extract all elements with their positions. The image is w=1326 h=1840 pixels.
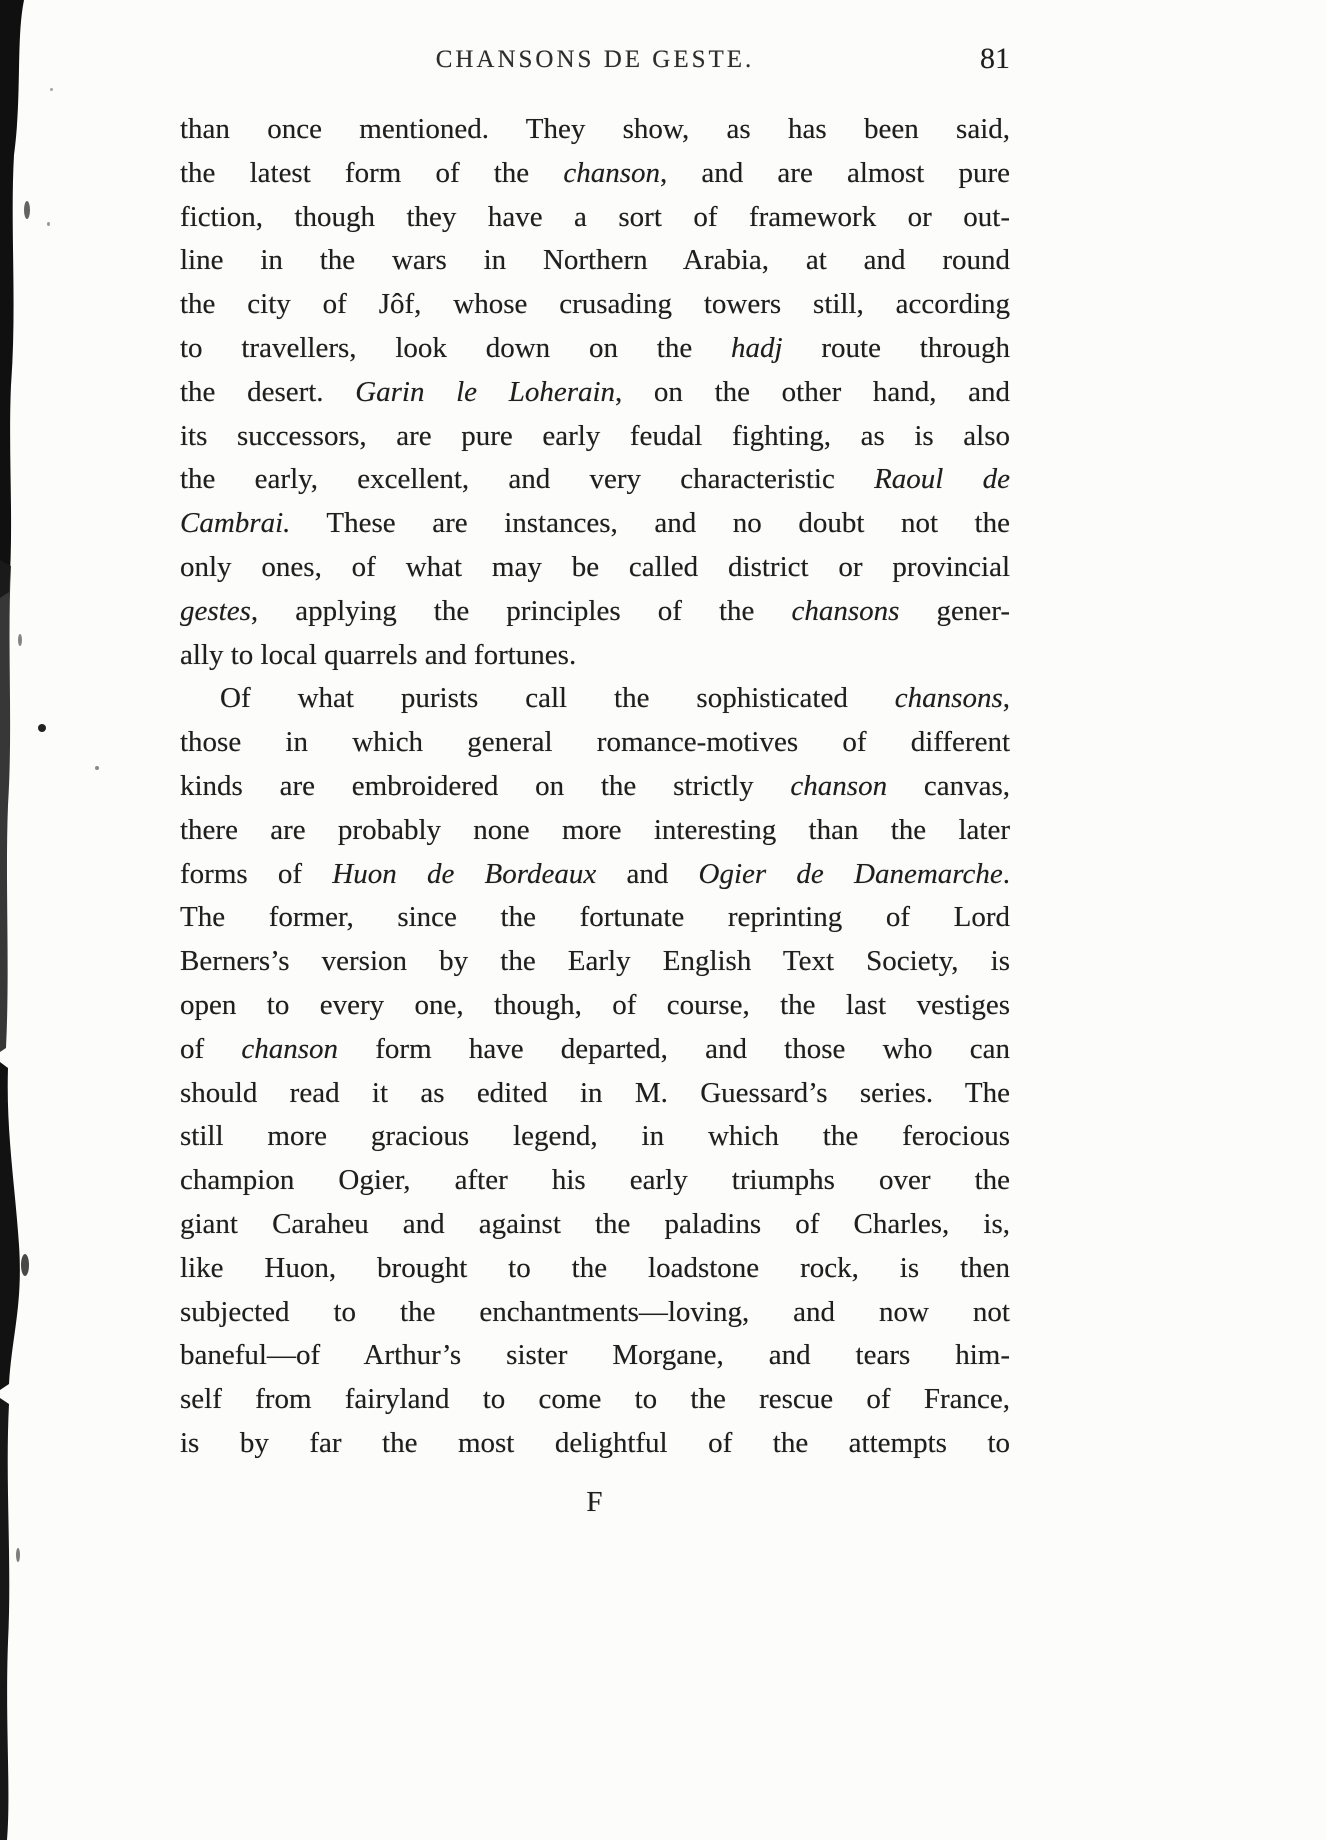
body-text: only ones, of what may be called district or provincial — [180, 550, 1010, 583]
page-footer — [180, 1486, 1010, 1519]
italic-text: gestes — [180, 594, 251, 627]
text-line — [180, 1115, 1010, 1159]
italic-text: chanson — [790, 769, 888, 802]
text-line — [180, 940, 1010, 984]
text-line — [180, 853, 1010, 897]
body-text: giant Caraheu and against the paladins of Charles, is, — [180, 1207, 1010, 1240]
body-text: the latest form of the — [180, 156, 564, 189]
body-text: line in the wars in Northern Arabia, at and round — [180, 244, 1010, 277]
italic-text: hadj — [731, 331, 783, 364]
page-header — [180, 42, 1010, 86]
body-text: champion Ogier, after his early triumphs over the — [180, 1164, 1010, 1197]
text-line — [180, 809, 1010, 853]
text-line — [180, 721, 1010, 765]
body-text: The former, since the fortunate reprinting of Lord — [180, 901, 1010, 934]
text-line — [180, 1334, 1010, 1378]
body-text: canvas, — [887, 769, 1011, 802]
text-line — [180, 283, 1010, 327]
body-text: there are probably none more interesting than the later — [180, 813, 1010, 846]
body-text: Berners’s version by the Early English Text Society, is — [180, 945, 1010, 978]
body-text: and — [596, 857, 699, 890]
text-line — [180, 1203, 1010, 1247]
italic-text: chanson — [241, 1032, 339, 1065]
body-text: , — [1002, 682, 1010, 715]
text-line — [180, 1028, 1010, 1072]
text-line — [180, 677, 1010, 721]
running-title: CHANSONS DE GESTE. — [435, 46, 755, 73]
body-text: self from fairyland to come to the rescue of France, — [180, 1383, 1010, 1416]
text-line — [180, 108, 1010, 152]
text-line — [180, 152, 1010, 196]
body-text: gener- — [899, 594, 1010, 627]
text-line — [180, 546, 1010, 590]
text-line — [180, 896, 1010, 940]
body-text: These are instances, and no doubt not the — [290, 507, 1010, 540]
text-line — [180, 1247, 1010, 1291]
text-line — [180, 502, 1010, 546]
scan-speck — [47, 222, 50, 226]
paragraph — [180, 677, 1010, 1465]
body-text: the city of Jôf, whose crusading towers still, according — [180, 288, 1010, 321]
scan-binding-artifact — [0, 0, 50, 1840]
body-text: to travellers, look down on the — [180, 331, 731, 364]
body-text: subjected to the enchantments—loving, and now not — [180, 1295, 1010, 1328]
body-text: Of what purists call the sophisticated — [220, 682, 895, 715]
italic-text: Huon de Bordeaux — [332, 857, 597, 890]
text-line — [180, 239, 1010, 283]
body-text: its successors, are pure early feudal fighting, as is also — [180, 419, 1010, 452]
body-text: baneful—of Arthur’s sister Morgane, and tears him- — [180, 1339, 1010, 1372]
text-line — [180, 1159, 1010, 1203]
italic-text: Ogier de Danemarche — [698, 857, 1003, 890]
italic-text: Raoul de — [874, 463, 1010, 496]
signature-mark: F — [586, 1486, 604, 1518]
italic-text: Cambrai. — [180, 507, 291, 540]
text-block — [180, 108, 1010, 1466]
text-line — [180, 1378, 1010, 1422]
body-text: those in which general romance-motives of different — [180, 726, 1010, 759]
text-line — [180, 371, 1010, 415]
body-text: . — [1002, 857, 1010, 890]
body-text: open to every one, though, of course, the last vestiges — [180, 988, 1010, 1021]
text-line — [180, 458, 1010, 502]
text-line — [180, 984, 1010, 1028]
page-number: 81 — [980, 42, 1010, 75]
italic-text: chanson — [563, 156, 661, 189]
body-text: forms of — [180, 857, 333, 890]
text-line — [180, 196, 1010, 240]
body-text: still more gracious legend, in which the ferocious — [180, 1120, 1010, 1153]
italic-text: Garin le Loherain — [355, 375, 616, 408]
scan-speck — [95, 766, 99, 770]
body-text: form have departed, and those who can — [338, 1032, 1010, 1065]
body-text: fiction, though they have a sort of framework or out- — [180, 200, 1010, 233]
scan-speck — [38, 724, 46, 732]
text-line — [180, 415, 1010, 459]
body-text: the desert. — [180, 375, 356, 408]
body-text: like Huon, brought to the loadstone rock, is then — [180, 1251, 1010, 1284]
body-text: is by far the most delightful of the attempts to — [180, 1426, 1010, 1459]
body-text: , and are almost pure — [660, 156, 1010, 189]
italic-text: chansons — [894, 682, 1003, 715]
text-line — [180, 634, 1010, 678]
body-text: ally to local quarrels and fortunes. — [180, 638, 577, 671]
scan-speck — [50, 88, 53, 91]
body-text: the early, excellent, and very characteristic — [180, 463, 875, 496]
body-text: should read it as edited in M. Guessard’s series. The — [180, 1076, 1010, 1109]
body-text: route through — [782, 331, 1010, 364]
text-line — [180, 1072, 1010, 1116]
body-text: kinds are embroidered on the strictly — [180, 769, 791, 802]
body-text: of — [180, 1032, 242, 1065]
text-line — [180, 327, 1010, 371]
text-line — [180, 765, 1010, 809]
italic-text: chansons — [791, 594, 900, 627]
text-line — [180, 1291, 1010, 1335]
paragraph — [180, 108, 1010, 677]
body-text: than once mentioned. They show, as has been said, — [180, 113, 1010, 145]
body-text: , applying the principles of the — [250, 594, 792, 627]
body-text: , on the other hand, and — [615, 375, 1010, 408]
text-line — [180, 590, 1010, 634]
text-line — [180, 1422, 1010, 1466]
